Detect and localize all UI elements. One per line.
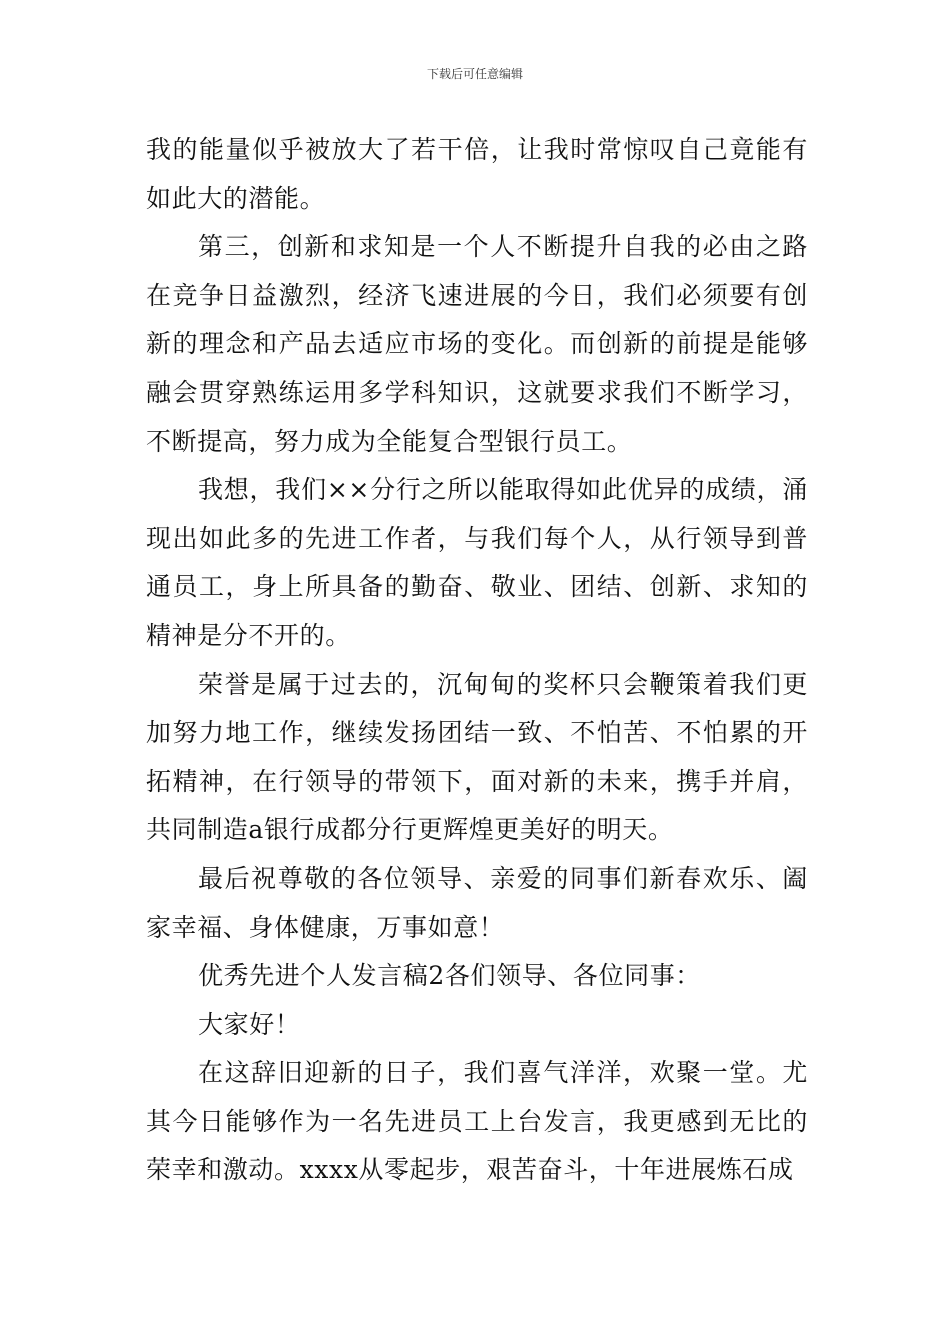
- page-header-note: 下载后可任意编辑: [426, 67, 523, 81]
- paragraph-8: 在这辞旧迎新的日子，我们喜气洋洋，欢聚一堂。尤其今日能够作为一名先进员工上台发言，我更感到无比的荣幸和激动。xxxx从零起步，艰苦奋斗，十年进展炼石成: [146, 1058, 808, 1185]
- paragraph-3: 我想，我们××分行之所以能取得如此优异的成绩，涌现出如此多的先进工作者，与我们每个人，从行领导到普通员工，身上所具备的勤奋、敬业、团结、创新、求知的精神是分不开的。: [146, 475, 808, 650]
- paragraph-4: 荣誉是属于过去的，沉甸甸的奖杯只会鞭策着我们更加努力地工作，继续发扬团结一致、不怕苦、不怕累的开拓精神，在行领导的带领下，面对新的未来，携手并肩，共同制造a银行成都分行更辉煌更美好的明天。: [146, 669, 808, 845]
- paragraph-5: 最后祝尊敬的各位领导、亲爱的同事们新春欢乐、阖家幸福、身体健康，万事如意！: [146, 863, 808, 942]
- paragraph-1: 我的能量似乎被放大了若干倍，让我时常惊叹自己竟能有如此大的潜能。: [146, 135, 808, 213]
- paragraph-7: 大家好！: [198, 1009, 301, 1039]
- document-body: [146, 126, 808, 1195]
- paragraph-2: 第三，创新和求知是一个人不断提升自我的必由之路在竞争日益激烈，经济飞速进展的今日，我们必须要有创新的理念和产品去适应市场的变化。而创新的前提是能够融会贯穿熟练运用多学科知识，这就要求我们不断学习，不断提高，努力成为全能复合型银行员工。: [146, 232, 808, 456]
- paragraph-6: 优秀先进个人发言稿2各们领导、各位同事：: [198, 961, 701, 991]
